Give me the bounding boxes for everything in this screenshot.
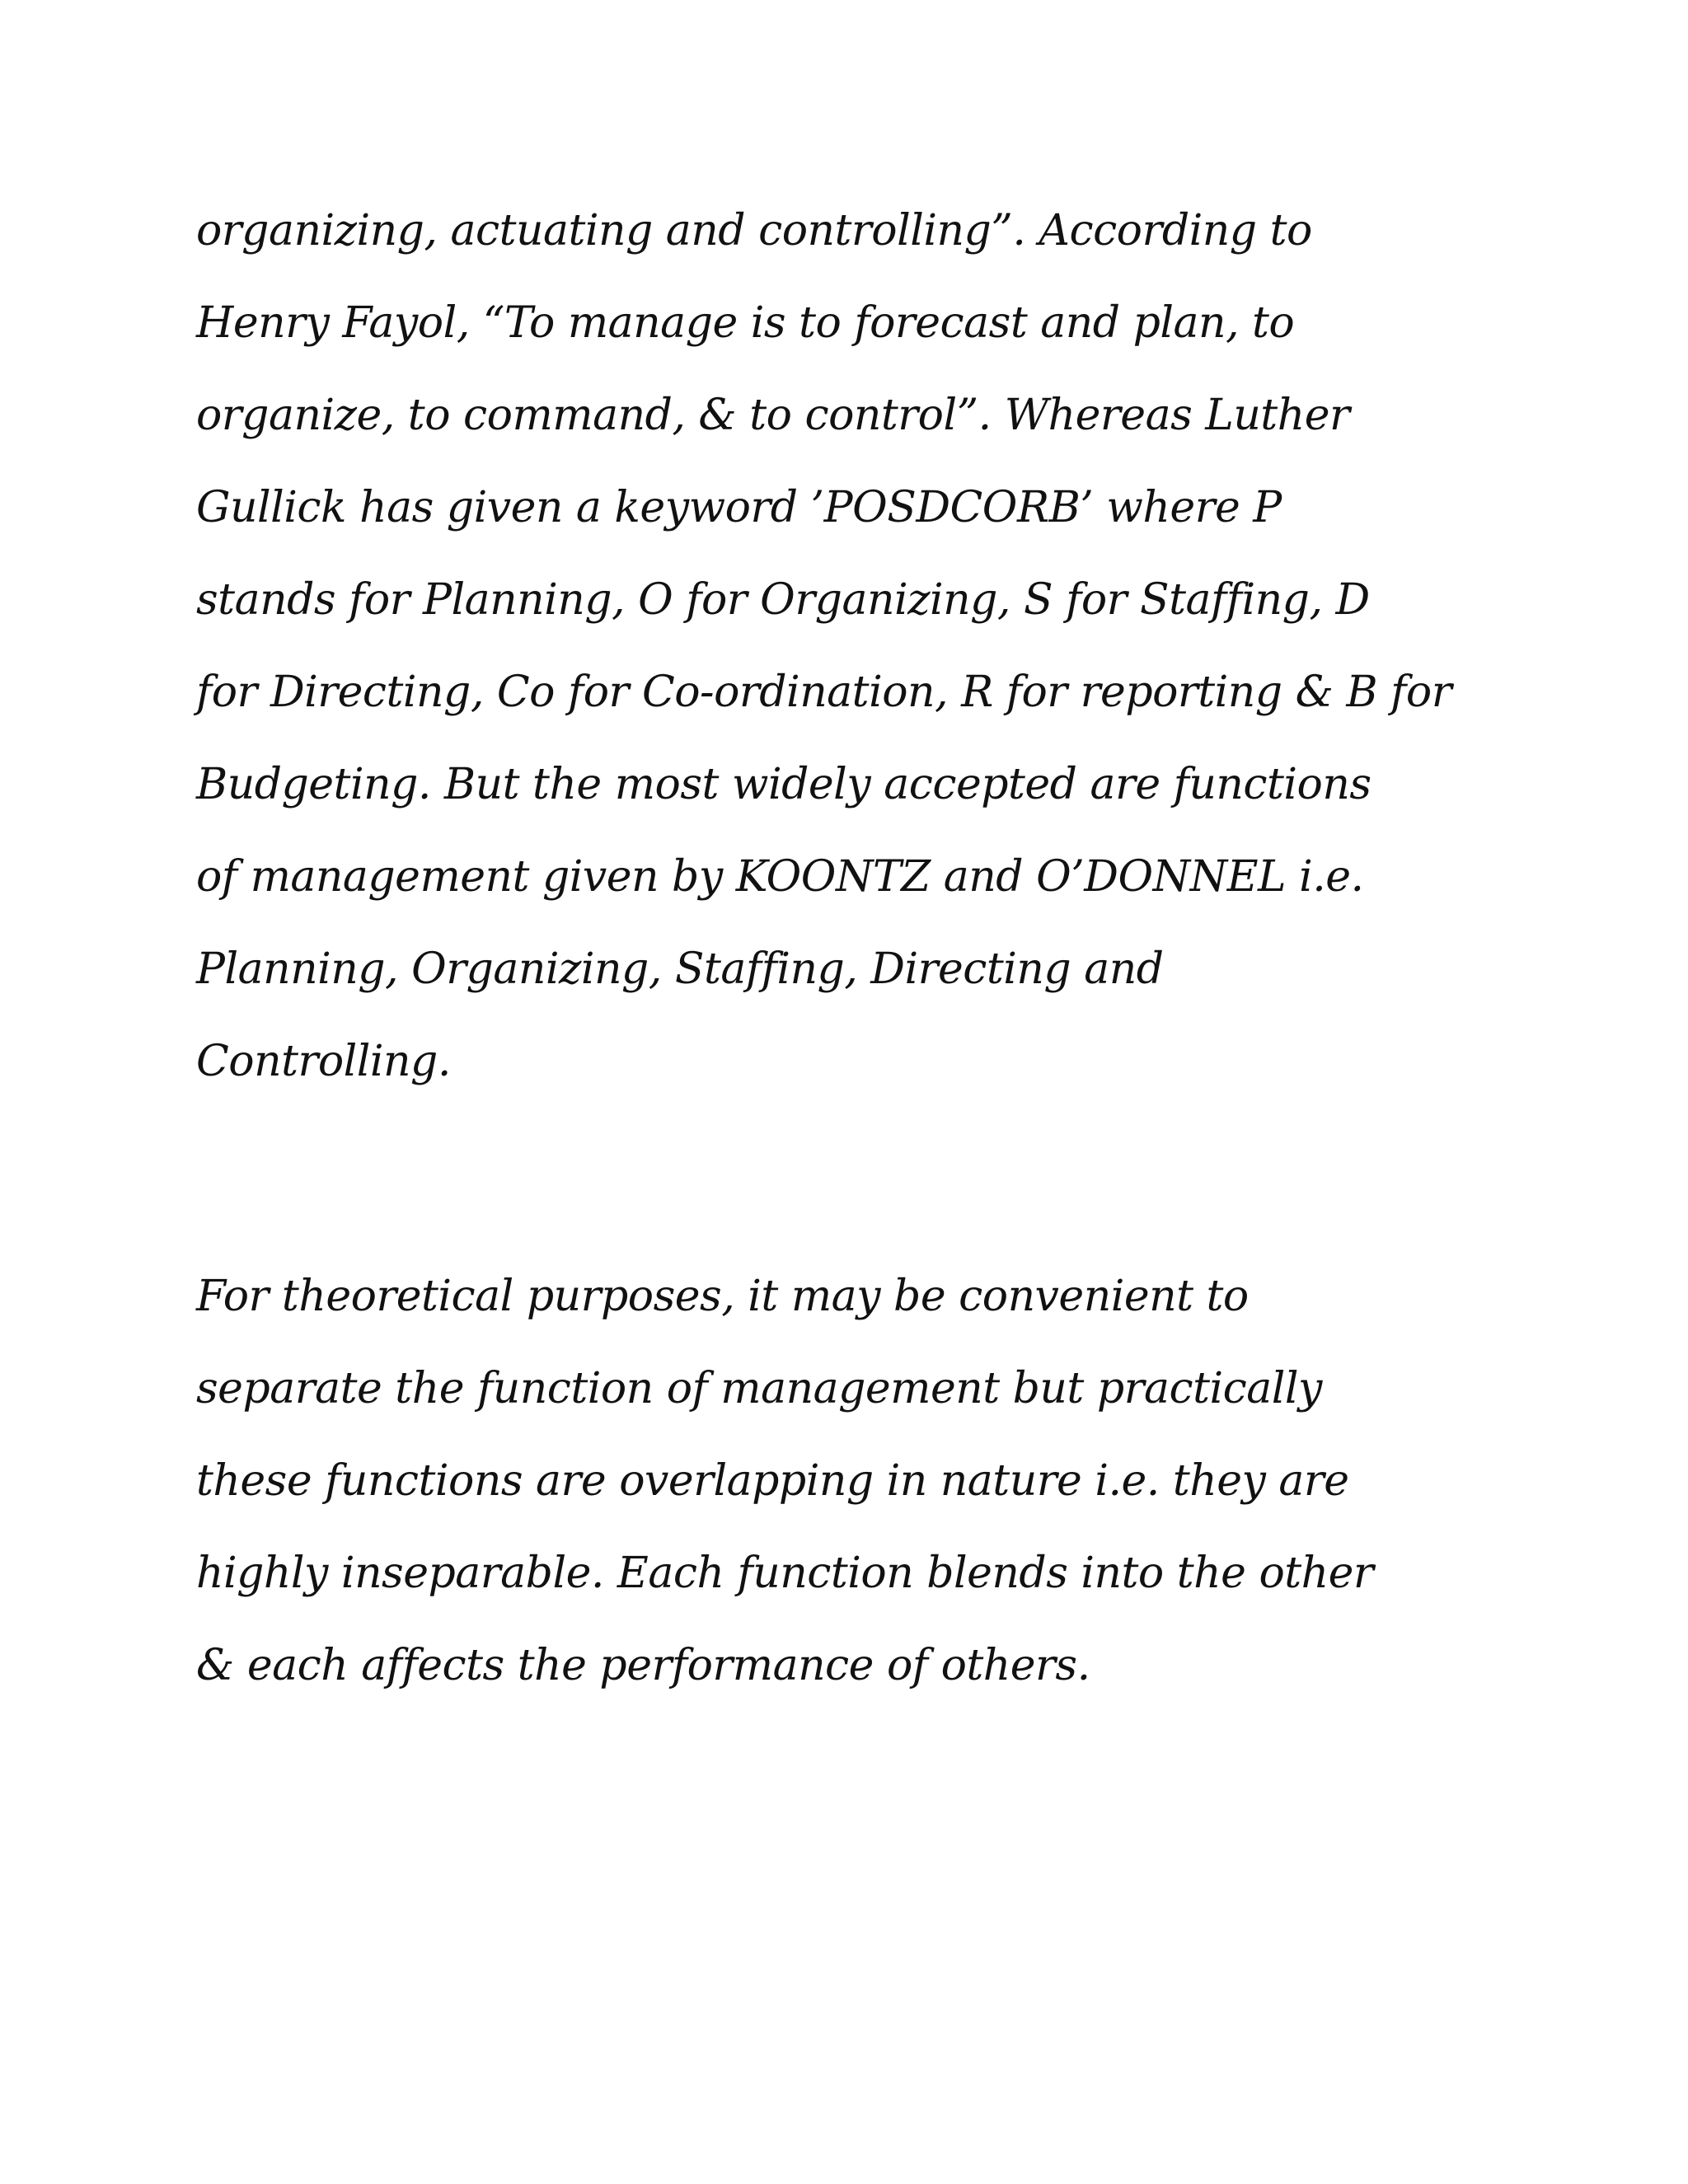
text-line: Budgeting. But the most widely accepted are functions [196, 760, 1372, 809]
text-line: these functions are overlapping in nature i.e. they are [196, 1456, 1349, 1506]
text-line: organize, to command, & to control”. Whereas Luther [196, 391, 1350, 440]
text-line: separate the function of management but practically [196, 1364, 1322, 1413]
text-line: Controlling. [196, 1037, 451, 1086]
text-line: for Directing, Co for Co-ordination, R for reporting & B for [196, 668, 1452, 717]
text-line: of management given by KOONTZ and O’DONNEL i.e. [196, 852, 1364, 902]
text-line: Planning, Organizing, Staffing, Directing and [196, 944, 1164, 994]
text-line: organizing, actuating and controlling”. According to [196, 206, 1312, 255]
text-line: stands for Planning, O for Organizing, S for Staffing, D [196, 575, 1370, 625]
text-line: & each affects the performance of others. [196, 1641, 1090, 1690]
text-line: Gullick has given a keyword ’POSDCORB’ where P [196, 483, 1282, 532]
text-line: highly inseparable. Each function blends into the other [196, 1549, 1374, 1598]
text-line: Henry Fayol, “To manage is to forecast and plan, to [196, 298, 1295, 348]
text-line: For theoretical purposes, it may be convenient to [196, 1272, 1249, 1321]
